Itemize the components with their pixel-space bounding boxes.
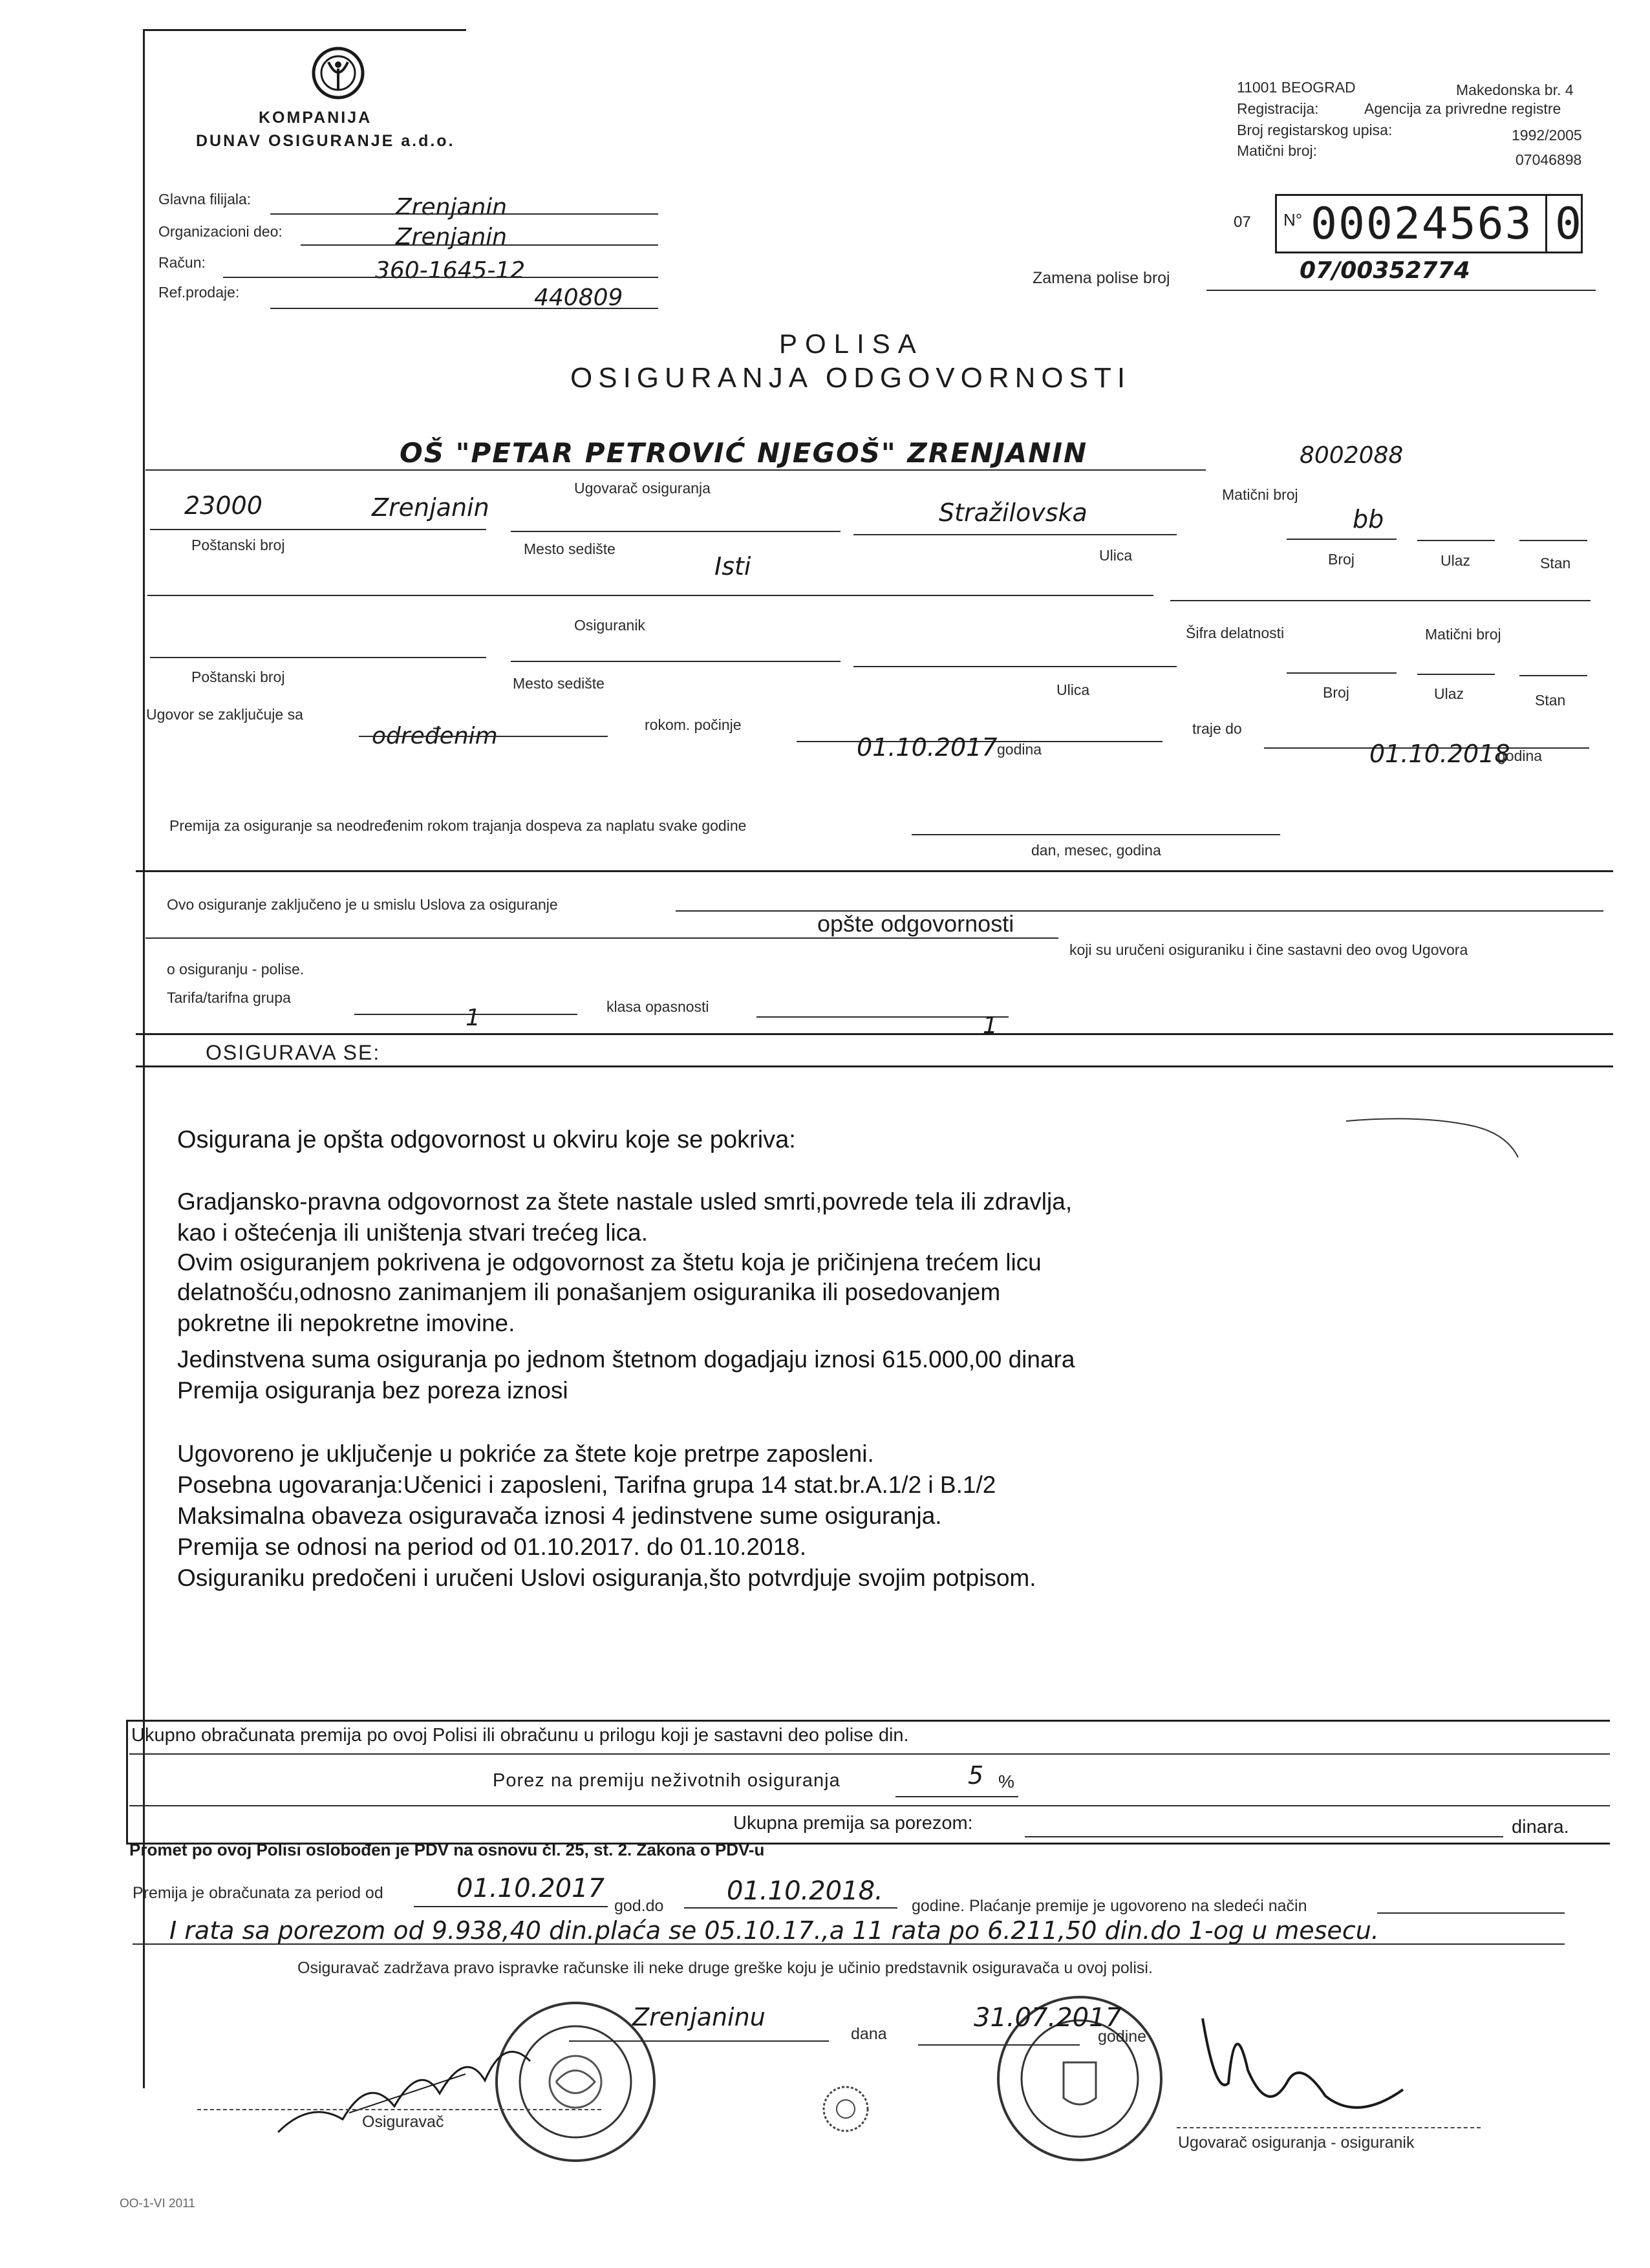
contractor-postal-line <box>150 529 486 530</box>
conditions-top-line <box>136 870 1613 872</box>
insured-postal-line <box>150 657 486 658</box>
insured-apt-label: Stan <box>1535 692 1566 709</box>
contractor-label: Ugovarač osiguranja <box>574 480 711 497</box>
registration-value: Agencija za privredne registre <box>1364 100 1561 117</box>
contractor-street-value: Stražilovska <box>939 498 1088 527</box>
insured-entry-label: Ulaz <box>1434 685 1464 702</box>
registry-id-value: 07046898 <box>1516 151 1582 168</box>
signing-date-line <box>918 2044 1080 2046</box>
conditions-line2-rule <box>145 937 1058 939</box>
top-frame-line <box>143 29 466 31</box>
main-branch-label: Glavna filijala: <box>158 191 252 208</box>
hazard-class-label: klasa opasnosti <box>606 998 709 1015</box>
insured-apt-line <box>1519 675 1587 676</box>
signing-place-line <box>569 2040 829 2042</box>
coverage-line-10: Posebna ugovaranja:Učenici i zaposleni, Tarifna grupa 14 stat.br.A.1/2 i B.1/2 <box>177 1471 996 1498</box>
org-unit-line <box>301 244 658 246</box>
coverage-heading: OSIGURAVA SE: <box>206 1041 381 1064</box>
insured-number-label: Broj <box>1323 684 1349 701</box>
policy-number-label: N° <box>1283 210 1303 230</box>
totals-top-line <box>126 1720 1610 1722</box>
coverage-line-8: Premija osiguranja bez poreza iznosi <box>177 1377 568 1404</box>
period-to-value: 01.10.2018. <box>727 1876 883 1906</box>
sales-ref-line <box>270 308 658 309</box>
contractor-street-line <box>853 534 1177 535</box>
premium-due-line <box>912 834 1280 835</box>
conditions-line1-rule <box>676 910 1603 912</box>
conditions-line1: Ovo osiguranje zaključeno je u smislu Uslova za osiguranje <box>167 896 558 913</box>
account-value: 360-1645-12 <box>375 257 526 284</box>
contractor-postal-value: 23000 <box>184 491 262 520</box>
coverage-line-12: Premija se odnosi na period od 01.10.2017. do 01.10.2018. <box>177 1534 807 1560</box>
coverage-top-line <box>136 1065 1613 1067</box>
grand-total-line <box>1025 1836 1503 1837</box>
coverage-line-1: Osigurana je opšta odgovornost u okviru koje se pokriva: <box>177 1126 796 1153</box>
contractor-number-label: Broj <box>1328 551 1355 568</box>
contractor-registry-label: Matični broj <box>1222 486 1298 503</box>
sales-ref-label: Ref.prodaje: <box>158 284 240 301</box>
contractor-city-label: Mesto sedište <box>524 540 616 557</box>
insured-city-label: Mesto sedište <box>513 675 605 692</box>
contractor-signature-line <box>1177 2127 1481 2128</box>
coverage-line-7: Jedinstvena suma osiguranja po jednom štetnom dogadjaju iznosi 615.000,00 dinara <box>177 1346 1075 1373</box>
account-line <box>223 277 658 278</box>
main-branch-value: Zrenjanin <box>396 194 508 220</box>
policy-prefix: 07 <box>1234 213 1251 231</box>
coverage-line-13: Osiguraniku predočeni i uručeni Uslovi osiguranja,što potvrdjuje svojim potpisom. <box>177 1565 1036 1591</box>
pen-stroke-mark <box>1345 1112 1526 1164</box>
reg-number-value: 1992/2005 <box>1512 127 1582 144</box>
address-city: 11001 BEOGRAD <box>1237 79 1356 96</box>
replacement-policy-label: Zamena polise broj <box>1033 269 1170 287</box>
insured-same-value: Isti <box>714 552 751 581</box>
activity-code-label: Šifra delatnosti <box>1186 625 1285 641</box>
policy-number-value: 00024563 <box>1311 198 1533 250</box>
contractor-entry-label: Ulaz <box>1441 552 1471 569</box>
premium-tax-unit: % <box>998 1771 1014 1792</box>
signing-date-label: dana <box>851 2025 887 2043</box>
contractor-signature-label: Ugovarač osiguranja - osiguranik <box>1178 2134 1415 2152</box>
hazard-class-value: 1 <box>983 1012 998 1039</box>
total-premium-line <box>129 1753 1610 1755</box>
contractor-registry-value: 8002088 <box>1300 442 1404 469</box>
insurer-label: Osiguravač <box>362 2113 444 2131</box>
grand-total-label: Ukupna premija sa porezom: <box>733 1813 973 1834</box>
form-code: OO-1-VI 2011 <box>120 2197 195 2210</box>
conditions-type-value: opšte odgovornosti <box>817 910 1014 937</box>
insured-entry-line <box>1417 674 1495 675</box>
signing-year-label: godine <box>1098 2027 1147 2046</box>
conditions-line3: o osiguranju - polise. <box>167 961 305 978</box>
end-year-label: godina <box>1497 747 1543 764</box>
company-name-line1: KOMPANIJA <box>259 109 372 127</box>
sales-ref-value: 440809 <box>534 284 623 311</box>
conditions-line2-end: koji su uručeni osiguraniku i čine sastavni deo ovog Ugovora <box>1069 941 1468 958</box>
period-from-line <box>414 1906 608 1907</box>
contract-term-value: određenim <box>372 723 498 749</box>
insurer-signature-line <box>197 2109 601 2110</box>
premium-tax-label: Porez na premiju neživotnih osiguranja <box>493 1770 841 1791</box>
contractor-number-line <box>1287 539 1397 540</box>
start-year-label: godina <box>997 741 1042 758</box>
insured-postal-label: Poštanski broj <box>191 669 285 685</box>
period-from-value: 01.10.2017 <box>456 1874 605 1903</box>
contractor-city-line <box>511 531 841 532</box>
contractor-apt-line <box>1519 540 1587 541</box>
insured-registry-label: Matični broj <box>1425 626 1501 643</box>
coverage-line-2: Gradjansko-pravna odgovornost za štete nastale usled smrti,povrede tela ili zdravlja, <box>177 1188 1073 1215</box>
coverage-line-4: Ovim osiguranjem pokrivena je odgovornost za štetu koja je pričinjena trećem licu <box>177 1249 1042 1276</box>
small-seal-icon <box>820 2083 872 2135</box>
contractor-number-value: bb <box>1353 505 1384 533</box>
contractor-signature <box>1190 1993 1461 2135</box>
coverage-line-11: Maksimalna obaveza osiguravača iznosi 4 jedinstvene sume osiguranja. <box>177 1503 942 1529</box>
insured-label: Osiguranik <box>574 617 645 634</box>
address-street: Makedonska br. 4 <box>1456 81 1574 98</box>
contract-term-line <box>359 736 608 737</box>
insured-street-label: Ulica <box>1056 681 1090 698</box>
date-format-label: dan, mesec, godina <box>1031 842 1161 859</box>
registration-label: Registracija: <box>1237 100 1319 117</box>
contractor-street-label: Ulica <box>1099 547 1133 564</box>
vat-exemption-text: Promet po ovoj Polisi oslobođen je PDV na osnovu čl. 25, st. 2. Zakona o PDV-u <box>129 1840 765 1859</box>
total-premium-label: Ukupno obračunata premija po ovoj Polisi ili obračunu u prilogu koji je sastavni deo polise din. <box>131 1725 909 1746</box>
contractor-name: OŠ "PETAR PETROVIĆ NJEGOŠ" ZRENJANIN <box>400 437 1088 469</box>
contractor-apt-label: Stan <box>1540 555 1571 572</box>
policy-box-divider <box>1545 194 1547 251</box>
totals-left-line <box>126 1720 128 1843</box>
company-name-line2: DUNAV OSIGURANJE a.d.o. <box>196 132 455 150</box>
reg-number-label: Broj registarskog upisa: <box>1237 122 1393 138</box>
payment-schedule-line <box>133 1943 1565 1945</box>
end-label: traje do <box>1192 720 1242 737</box>
premium-tax-rule <box>129 1805 1610 1806</box>
grand-total-unit: dinara. <box>1512 1817 1569 1837</box>
payment-schedule-value: I rata sa porezom od 9.938,40 din.plaća se 05.10.17.,a 11 rata po 6.211,50 din.do 1-og u mesecu. <box>169 1916 1379 1945</box>
contractor-postal-label: Poštanski broj <box>191 537 285 553</box>
replacement-policy-value: 07/00352774 <box>1300 257 1470 284</box>
insured-street-line <box>853 666 1177 667</box>
main-branch-line <box>270 213 658 215</box>
correction-rights-text: Osiguravač zadržava pravo ispravke računske ili neke druge greške koju je učinio predstavnik osiguravača u ovoj polisi. <box>297 1959 1153 1977</box>
premium-tax-value: 5 <box>968 1761 984 1790</box>
policy-number-box <box>1275 194 1583 253</box>
period-to-line <box>684 1907 897 1909</box>
contract-term-label: Ugovor se zaključuje sa <box>146 706 303 723</box>
premium-period-label: Premija je obračunata za period od <box>133 1884 383 1902</box>
policy-number-suffix: 0 <box>1555 198 1581 250</box>
hazard-class-line <box>756 1016 1009 1018</box>
signing-place-value: Zrenjaninu <box>632 2003 766 2031</box>
registry-id-label: Matični broj: <box>1237 142 1317 159</box>
signing-date-value: 31.07.2017 <box>974 2003 1122 2033</box>
payment-method-label: godine. Plaćanje premije je ugovoreno na sledeći način <box>912 1897 1307 1915</box>
end-date-value: 01.10.2018 <box>1369 740 1510 768</box>
account-label: Račun: <box>158 254 206 271</box>
period-to-label: god.do <box>614 1897 664 1915</box>
start-label: rokom. počinje <box>645 716 742 733</box>
tariff-value: 1 <box>466 1005 480 1031</box>
insured-number-line <box>1287 672 1397 674</box>
org-unit-label: Organizacioni deo: <box>158 223 283 240</box>
coverage-line-9: Ugovoreno je uključenje u pokriće za štete koje pretrpe zaposleni. <box>177 1440 874 1467</box>
premium-tax-line <box>895 1796 1018 1797</box>
start-date-value: 01.10.2017 <box>857 733 998 762</box>
coverage-line-5: delatnošću,odnosno zanimanjem ili ponašanjem osiguranika ili posedovanjem <box>177 1279 1001 1305</box>
contractor-name-line <box>145 469 1206 471</box>
policy-title: POLISA <box>779 328 924 359</box>
company-logo-icon <box>309 44 367 102</box>
contractor-entry-line <box>1417 540 1495 541</box>
insured-city-line <box>511 661 841 662</box>
org-unit-value: Zrenjanin <box>396 224 508 250</box>
left-frame-line <box>143 29 145 2088</box>
insured-name-line <box>147 595 1153 596</box>
conditions-bottom-line <box>136 1033 1613 1035</box>
contractor-city-value: Zrenjanin <box>372 493 489 522</box>
coverage-line-3: kao i oštećenja ili uništenja stvari trećeg lica. <box>177 1219 648 1246</box>
insured-activity-line <box>1170 600 1591 601</box>
replacement-line <box>1206 290 1596 291</box>
payment-method-line <box>1377 1912 1565 1914</box>
coverage-line-6: pokretne ili nepokretne imovine. <box>177 1310 515 1336</box>
tariff-label: Tarifa/tarifna grupa <box>167 989 291 1006</box>
premium-due-text: Premija za osiguranje sa neodređenim rokom trajanja dospeva za naplatu svake godine <box>169 817 747 834</box>
policy-subtitle: OSIGURANJA ODGOVORNOSTI <box>570 362 1131 394</box>
